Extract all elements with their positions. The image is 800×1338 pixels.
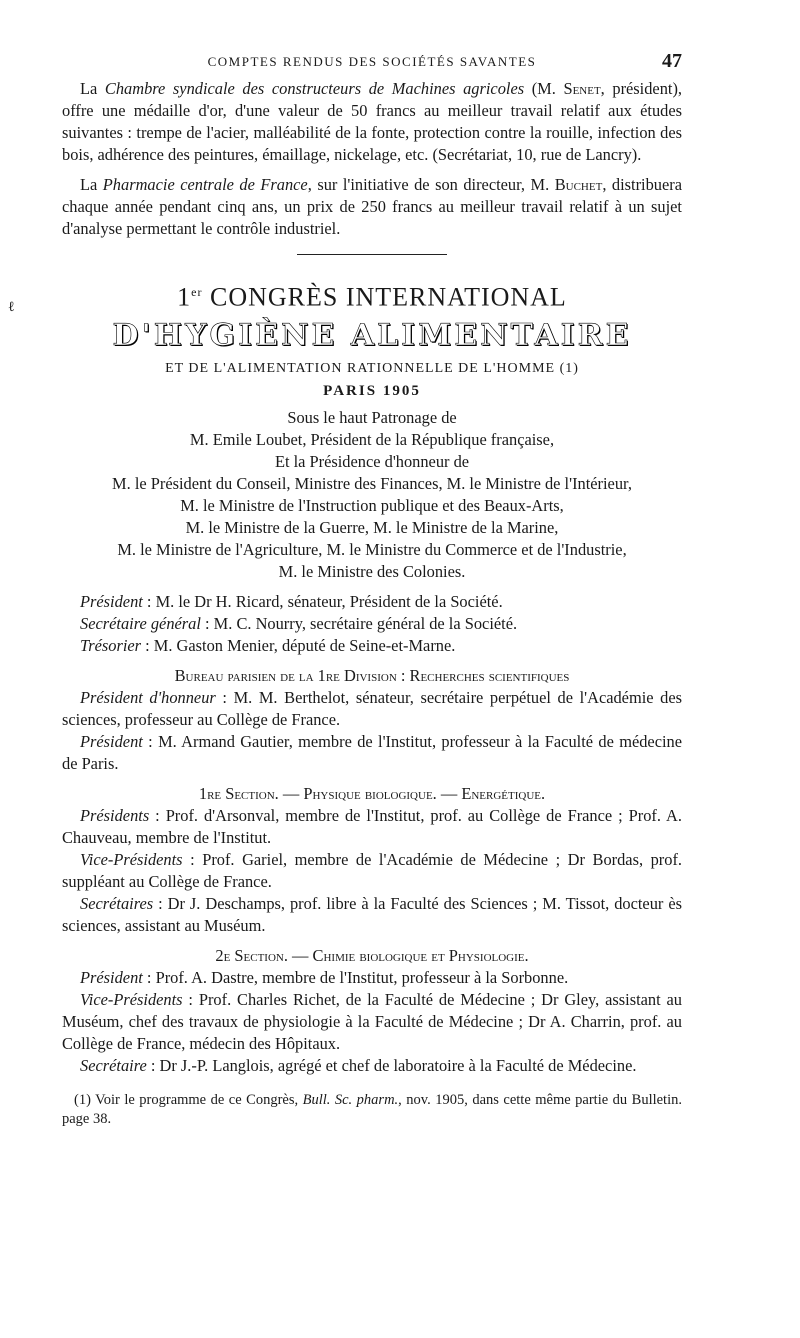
patron: M. Emile Loubet, Président de la République française, bbox=[189, 429, 555, 449]
role-label: Secrétaire général bbox=[80, 613, 201, 633]
page bbox=[62, 50, 682, 1129]
text-italic: Pharmacie centrale de France bbox=[102, 175, 308, 194]
running-title: COMPTES RENDUS DES SOCIÉTÉS SAVANTES bbox=[207, 54, 537, 69]
paragraph-chambre-syndicale bbox=[62, 78, 682, 166]
text: : Dr J.-P. Langlois, agrégé et chef de laboratoire à la Faculté de Médecine. bbox=[146, 1055, 637, 1075]
section1-presidents bbox=[62, 805, 682, 849]
congress-title bbox=[62, 277, 682, 313]
text: , président), offre une médaille d'or, d'une valeur de 50 francs au meilleur travail relatif aux études suivantes : trempe de l'acier, malléabilité de la fonte, protection contre la rouille, infection des bois, adhérence des peintures, émaillage, nickelage, etc. (Secrétariat, 10, rue de Lancry). bbox=[62, 79, 683, 164]
section2-secretary bbox=[62, 1055, 682, 1077]
role-label: Vice-Présidents bbox=[80, 849, 183, 869]
section1-secretaries bbox=[62, 893, 682, 937]
honour-line: M. le Ministre de l'Instruction publique et des Beaux-Arts, bbox=[180, 495, 564, 515]
role-label: Secrétaire bbox=[80, 1055, 147, 1075]
margin-mark: ℓ bbox=[8, 300, 15, 315]
text: , nov. 1905, dans cette même partie du Bulletin. page 38. bbox=[62, 1091, 682, 1127]
page-number: 47 bbox=[662, 50, 682, 72]
ordinal: 1 bbox=[177, 282, 192, 312]
role-label: Président bbox=[80, 591, 143, 611]
text: La bbox=[80, 79, 105, 98]
ordinal-sup: er bbox=[191, 285, 203, 299]
bureau-heading: Bureau parisien de la 1re Division : Recherches scientifiques bbox=[174, 665, 570, 685]
congress-title-text: CONGRÈS INTERNATIONAL bbox=[210, 282, 567, 312]
bureau-president bbox=[62, 731, 682, 775]
officer-treasurer bbox=[62, 635, 682, 657]
text: : M. le Dr H. Ricard, sénateur, Président de la Société. bbox=[142, 591, 503, 611]
role-label: Président bbox=[80, 731, 143, 751]
role-label: Président d'honneur bbox=[80, 687, 216, 707]
text: : Prof. d'Arsonval, membre de l'Institut, prof. au Collège de France ; Prof. A. Chauveau, membre de l'Institut. bbox=[62, 805, 682, 847]
text: (M. bbox=[524, 79, 564, 98]
congress-place-year: PARIS 1905 bbox=[323, 382, 421, 399]
congress-title-2: D'HYGIÈNE ALIMENTAIRE bbox=[112, 317, 632, 353]
bureau-honorary-president bbox=[62, 687, 682, 731]
text: : Prof. A. Dastre, membre de l'Institut, professeur à la Sorbonne. bbox=[142, 967, 569, 987]
section1-vice-presidents bbox=[62, 849, 682, 893]
text-italic: Chambre syndicale des constructeurs de Machines agricoles bbox=[104, 79, 525, 98]
officer-secretary bbox=[62, 613, 682, 635]
text: : Prof. Gariel, membre de l'Académie de Médecine ; Dr Bordas, prof. suppléant au Collège de France. bbox=[62, 849, 682, 891]
congress-subtitle: ET DE L'ALIMENTATION RATIONNELLE DE L'HOMME (1) bbox=[165, 360, 579, 376]
section2-vice-presidents bbox=[62, 989, 682, 1055]
text: , sur l'initiative de son directeur, M. bbox=[307, 175, 555, 194]
role-label: Président bbox=[80, 967, 143, 987]
role-label: Vice-Présidents bbox=[80, 989, 183, 1009]
role-label: Secrétaires bbox=[80, 893, 154, 913]
text: : Prof. Charles Richet, de la Faculté de Médecine ; Dr Gley, assistant au Muséum, chef des travaux de physiologie à la Faculté de Médecine ; Dr A. Charrin, prof. au Collège de France, médecin des Hôpitaux. bbox=[62, 989, 682, 1053]
presidency-label: Et la Présidence d'honneur de bbox=[274, 451, 470, 471]
name: Senet bbox=[563, 79, 601, 98]
honour-line: M. le Président du Conseil, Ministre des Finances, M. le Ministre de l'Intérieur, bbox=[112, 473, 632, 493]
text: La bbox=[80, 175, 103, 194]
footnote bbox=[62, 1091, 682, 1129]
role-label: Présidents bbox=[80, 805, 150, 825]
text: : Dr J. Deschamps, prof. libre à la Faculté des Sciences ; M. Tissot, docteur ès sciences, assistant au Muséum. bbox=[62, 893, 682, 935]
text: , distribuera chaque année pendant cinq ans, un prix de 250 francs au meilleur travail relatif à un sujet d'analyse permettant le contrôle industriel. bbox=[62, 175, 682, 238]
role-label: Trésorier bbox=[80, 635, 142, 655]
patronage-label: Sous le haut Patronage de bbox=[287, 407, 457, 427]
text-italic: Bull. Sc. pharm. bbox=[302, 1091, 399, 1108]
text: : M. Armand Gautier, membre de l'Institut, professeur à la Faculté de médecine de Paris. bbox=[62, 731, 682, 773]
section2-heading: 2e Section. — Chimie biologique et Physiologie. bbox=[215, 945, 529, 965]
officer-president bbox=[62, 591, 682, 613]
text: : M. C. Nourry, secrétaire général de la Société. bbox=[200, 613, 518, 633]
paragraph-pharmacie-centrale bbox=[62, 174, 682, 240]
section2-president bbox=[62, 967, 682, 989]
text: (1) Voir le programme de ce Congrès, bbox=[74, 1091, 303, 1108]
section-divider bbox=[297, 254, 447, 255]
honour-line: M. le Ministre des Colonies. bbox=[278, 561, 466, 581]
honour-line: M. le Ministre de l'Agriculture, M. le Ministre du Commerce et de l'Industrie, bbox=[117, 539, 627, 559]
section1-heading: 1re Section. — Physique biologique. — Energétique. bbox=[198, 783, 546, 803]
text: : M. M. Berthelot, sénateur, secrétaire perpétuel de l'Académie des sciences, professeur au Collège de France. bbox=[62, 687, 683, 729]
text: : M. Gaston Menier, député de Seine-et-Marne. bbox=[141, 635, 456, 655]
running-header bbox=[62, 50, 682, 78]
name: Buchet bbox=[554, 175, 603, 194]
honour-line: M. le Ministre de la Guerre, M. le Ministre de la Marine, bbox=[185, 517, 559, 537]
